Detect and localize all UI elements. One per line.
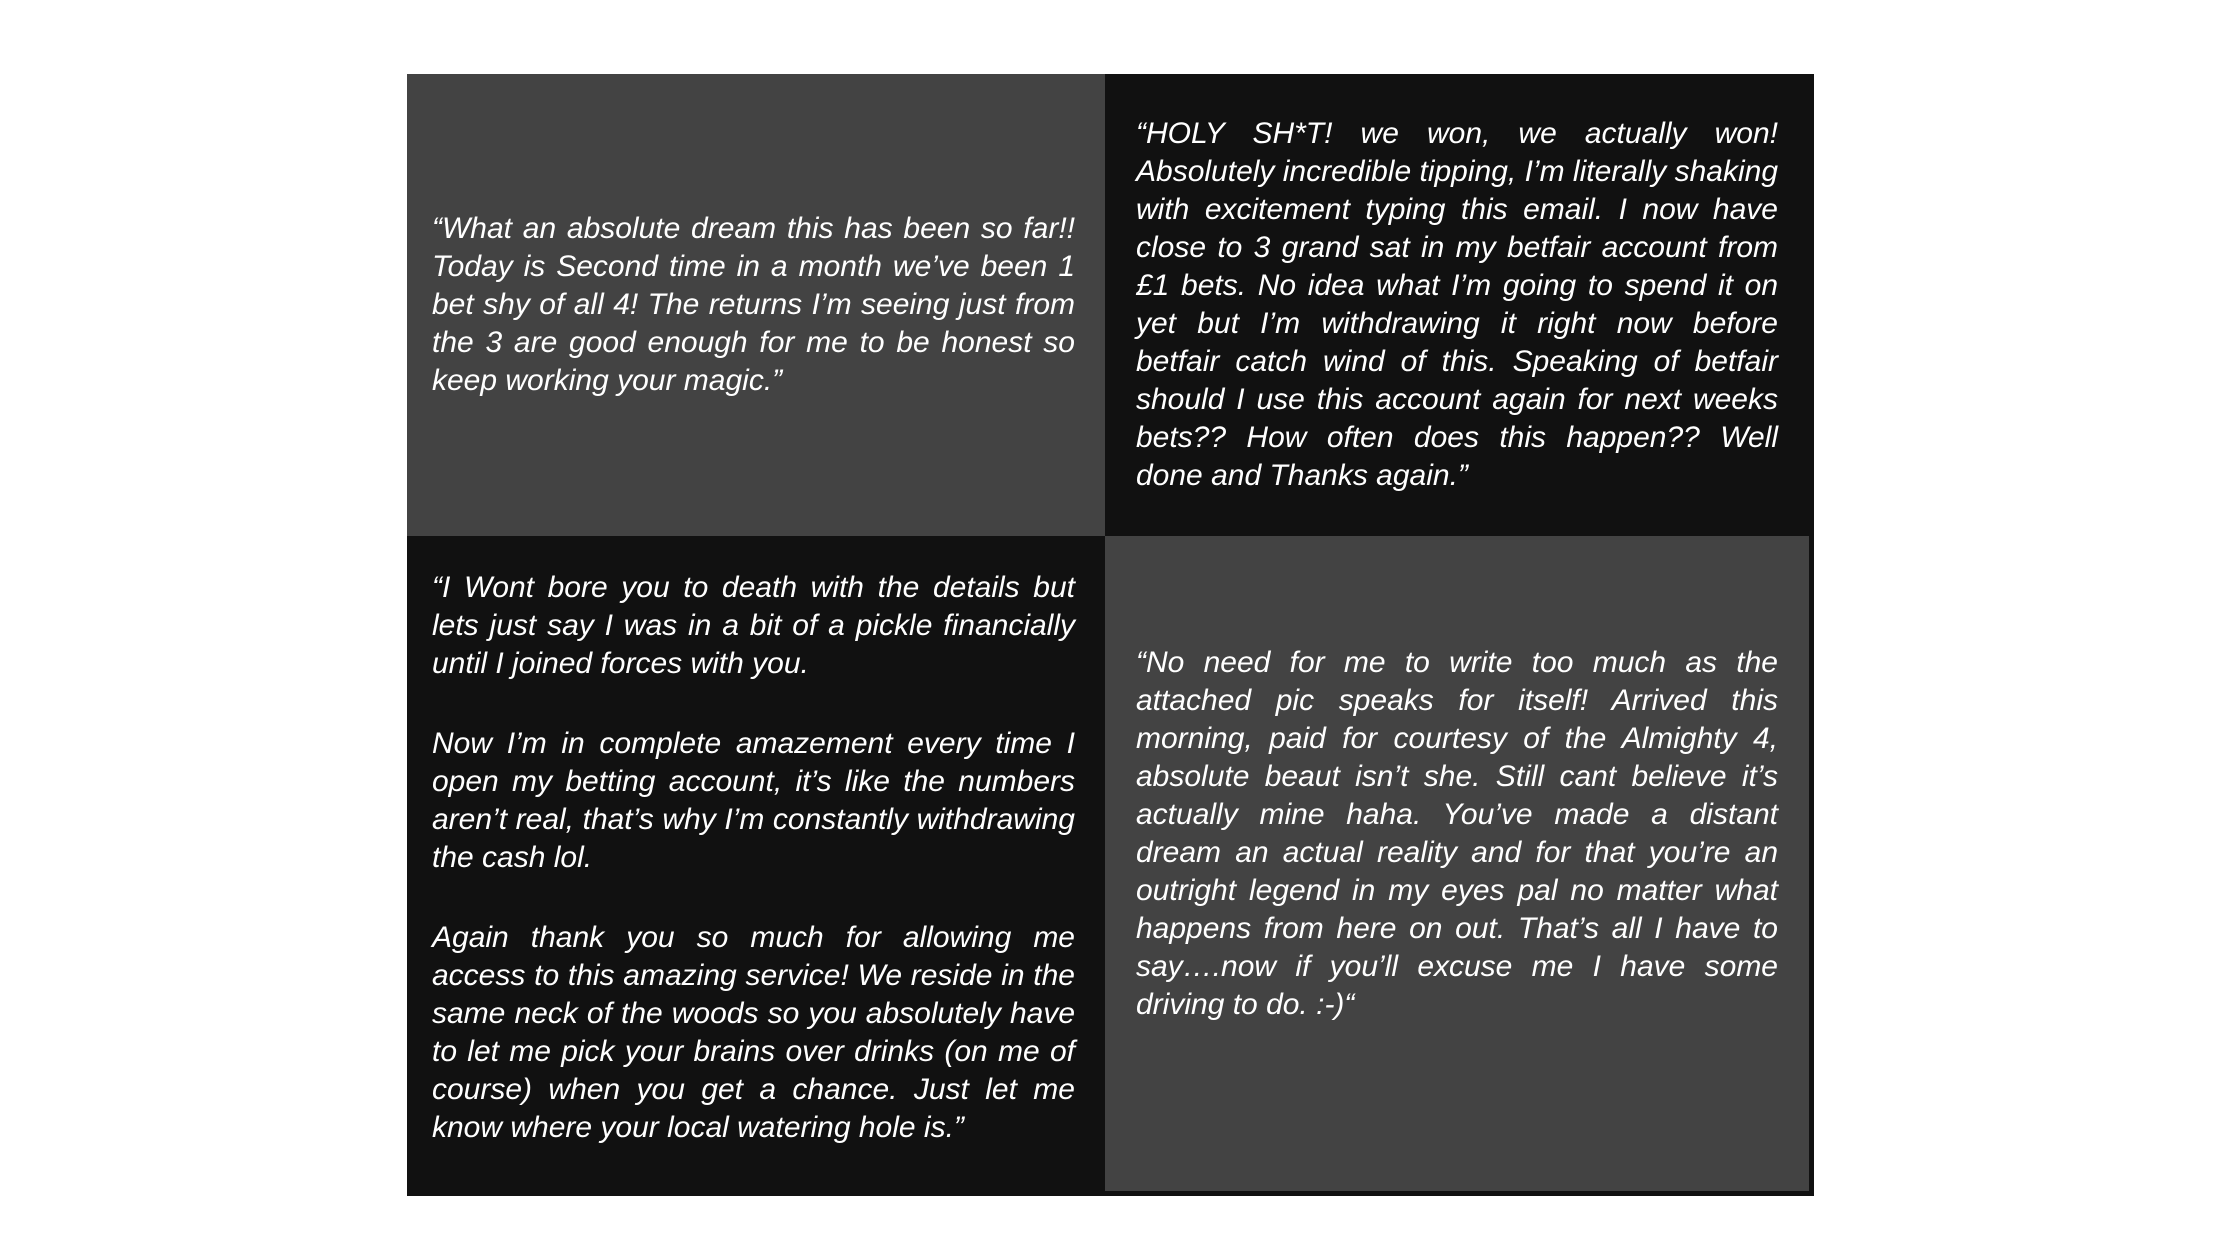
testimonial-paragraph-2: Now I’m in complete amazement every time I open my betting account, it’s like the numbers aren’t real, that’s why I’m constantly withdrawing the cash lol. <box>432 726 1075 874</box>
testimonials-grid <box>407 74 1814 1196</box>
testimonial-text: “No need for me to write too much as the attached pic speaks for itself! Arrived this morning, paid for courtesy of the Almighty 4, absolute beaut isn’t she. Still cant believe it’s actually mine haha. You’ve made a distant dream an actual reality and for that you’re an outright legend in my eyes pal no matter what happens from here on out. That’s all I have to say….now if you’ll excuse me I have some driving to do. :-)“ <box>1136 645 1778 1021</box>
testimonial-paragraph-1: “I Wont bore you to death with the details but lets just say I was in a bit of a pickle financially until I joined forces with you. <box>432 570 1075 680</box>
testimonial-text: “What an absolute dream this has been so far!! Today is Second time in a month we’ve been 1 bet shy of all 4! The returns I’m seeing just from the 3 are good enough for me to be honest so keep working your magic.” <box>432 212 1075 397</box>
testimonial-text: “HOLY SH*T! we won, we actually won! Absolutely incredible tipping, I’m literally shaking with excitement typing this email. I now have close to 3 grand sat in my betfair account from £1 bets. No idea what I’m going to spend it on yet but I’m withdrawing it right now before betfair catch wind of this. Speaking of betfair should I use this account again for next weeks bets?? How often does this happen?? Well done and Thanks again.” <box>1136 117 1778 492</box>
testimonial-card-3 <box>407 536 1105 1191</box>
testimonial-card-4 <box>1105 536 1809 1191</box>
testimonial-paragraph-3: Again thank you so much for allowing me access to this amazing service! We reside in the same neck of the woods so you absolutely have to let me pick your brains over drinks (on me of course) when you get a chance. Just let me know where your local watering hole is.” <box>432 920 1075 1144</box>
testimonial-card-1 <box>407 74 1105 536</box>
testimonial-card-2 <box>1105 74 1814 536</box>
